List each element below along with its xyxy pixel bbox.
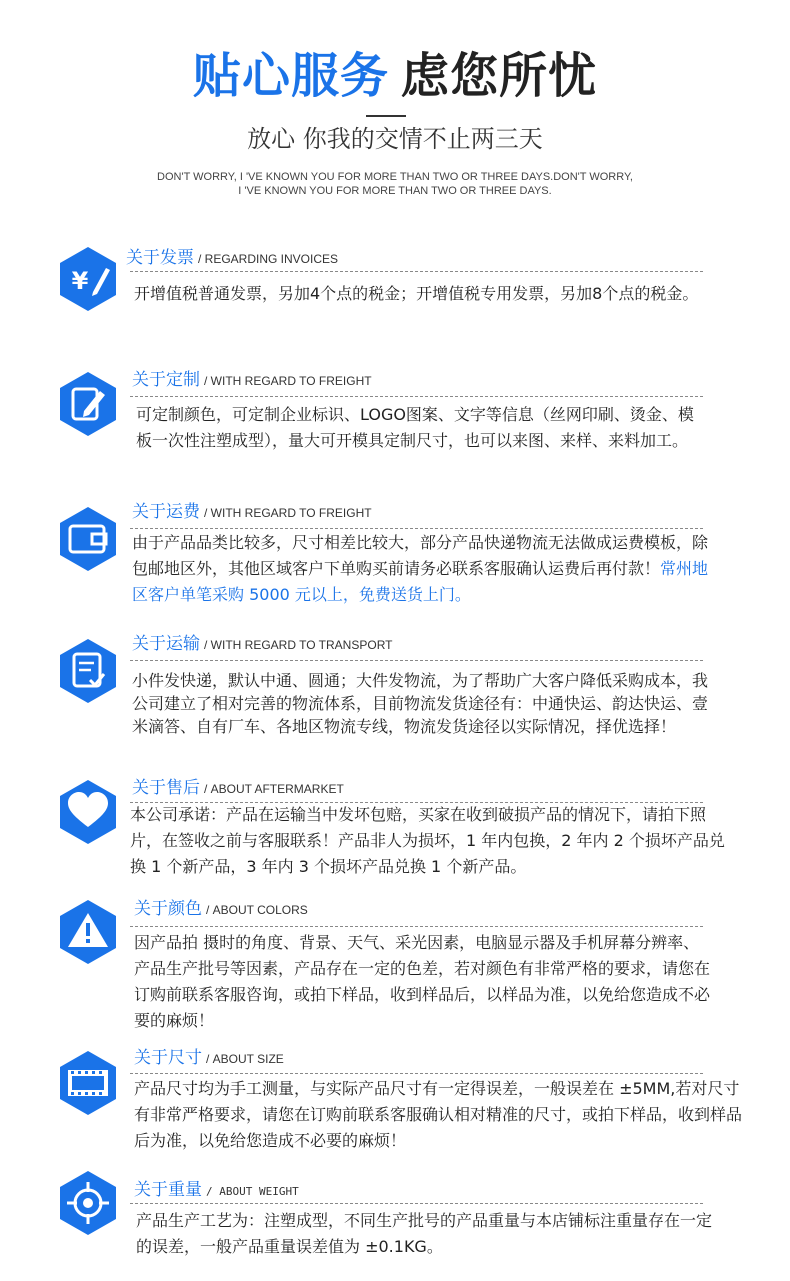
section-subtitle: / ABOUT WEIGHT [206, 1185, 299, 1198]
section-title: 关于定制 [132, 370, 200, 390]
section-body: 产品生产工艺为：注塑成型，不同生产批号的产品重量与本店铺标注重量存在一定的误差，一般产品重量误差值为 ±0.1KG。 [136, 1211, 713, 1256]
english-tagline-line1: DON'T WORRY, I 'VE KNOWN YOU FOR MORE THAN TWO OR THREE DAYS.DON'T WORRY, [157, 171, 633, 183]
heart-icon [58, 779, 118, 845]
section-header [132, 368, 372, 392]
english-tagline-line2: I 'VE KNOWN YOU FOR MORE THAN TWO OR THREE DAYS. [238, 185, 552, 197]
section-title: 关于颜色 [134, 899, 202, 919]
section-divider [130, 926, 703, 927]
section-body [132, 530, 717, 608]
section-title: 关于运费 [132, 502, 200, 522]
wallet-icon [58, 506, 118, 572]
section-body: 因产品拍 摄时的角度、背景、天气、采光因素，电脑显示器及手机屏幕分辨率、产品生产批号等因素，产品存在一定的色差，若对颜色有非常严格的要求，请您在订购前联系客服咨询，或拍下样品，收到样品后，以样品为准，以免给您造成不必要的麻烦！ [134, 933, 711, 1030]
section-colors [0, 897, 790, 1037]
section-subtitle: / WITH REGARD TO TRANSPORT [204, 638, 393, 652]
section-body: 开增值税普通发票，另加4个点的税金；开增值税专用发票，另加8个点的税金。 [134, 284, 699, 303]
section-subtitle: / WITH REGARD TO FREIGHT [204, 374, 372, 388]
edit-pen-icon [58, 371, 118, 437]
section-title: 关于尺寸 [134, 1048, 202, 1068]
section-title: 关于运输 [132, 634, 200, 654]
document-check-icon [58, 638, 118, 704]
section-title: 关于发票 [126, 248, 194, 268]
title-blue: 贴心服务 [192, 48, 389, 104]
free-delivery-highlight: 常州地区客户单笔采购 5000 元以上，免费送货上门。 [132, 559, 709, 604]
section-divider [130, 1203, 703, 1204]
section-header [134, 897, 308, 921]
section-body: 本公司承诺：产品在运输当中发坏包赔，买家在收到破损产品的情况下，请拍下照片，在签收之前与客服联系！产品非人为损坏，1 年内包换，2 年内 2 个损坏产品兑换 1 个新产品，3 年内 3 个损坏产品兑换 1 个新产品。 [130, 805, 725, 876]
section-transport [0, 632, 790, 762]
film-ruler-icon [58, 1050, 118, 1116]
yen-pen-icon [58, 246, 118, 312]
section-customization [0, 368, 790, 488]
section-body: 可定制颜色，可定制企业标识、LOGO图案、文字等信息（丝网印刷、烫金、模板一次性注塑成型），量大可开模具定制尺寸，也可以来图、来样、来料加工。 [136, 405, 694, 450]
section-invoices [0, 240, 790, 340]
title-dark: 虑您所忧 [401, 48, 598, 104]
section-header [132, 500, 372, 524]
section-subtitle: / WITH REGARD TO FREIGHT [204, 506, 372, 520]
section-header [134, 1178, 299, 1202]
english-tagline [140, 170, 650, 198]
crosshair-icon [58, 1170, 118, 1236]
title-divider [366, 115, 406, 117]
section-subtitle: / REGARDING INVOICES [198, 252, 339, 266]
page-subtitle: 放心 你我的交情不止两三天 [247, 125, 543, 153]
section-header [126, 246, 338, 270]
section-divider [130, 660, 703, 661]
section-weight [0, 1178, 790, 1278]
section-subtitle: / ABOUT COLORS [206, 903, 308, 917]
section-aftermarket [0, 776, 790, 886]
section-body: 小件发快递，默认中通、圆通；大件发物流，为了帮助广大客户降低采购成本，我公司建立了相对完善的物流体系，目前物流发货途径有：中通快运、韵达快运、壹米滴答、自有厂车、各地区物流专线，物流发货途径以实际情况，择优选择！ [132, 671, 709, 736]
section-title: 关于售后 [132, 778, 200, 798]
section-subtitle: / ABOUT AFTERMARKET [204, 782, 344, 796]
page-header [0, 0, 790, 215]
warning-icon [58, 899, 118, 965]
section-size [0, 1046, 790, 1166]
section-divider [130, 271, 703, 272]
section-body-text: 由于产品品类比较多，尺寸相差比较大，部分产品快递物流无法做成运费模板，除包邮地区外，其他区域客户下单购买前请务必联系客服确认运费后再付款！ [132, 533, 709, 578]
section-divider [130, 396, 703, 397]
section-header [134, 1046, 284, 1070]
section-divider [130, 1073, 703, 1074]
section-header [132, 776, 344, 800]
section-divider [130, 528, 703, 529]
section-freight [0, 500, 790, 610]
section-body: 产品尺寸均为手工测量，与实际产品尺寸有一定得误差，一般误差在 ±5MM,若对尺寸有非常严格要求，请您在订购前联系客服确认相对精准的尺寸，或拍下样品，收到样品后为准，以免给您造成不必要的麻烦！ [134, 1079, 743, 1150]
page-title [0, 44, 790, 108]
svg-text:¥: ¥ [71, 267, 89, 295]
section-title: 关于重量 [134, 1180, 202, 1200]
section-header [132, 632, 392, 656]
section-subtitle: / ABOUT SIZE [206, 1052, 284, 1066]
